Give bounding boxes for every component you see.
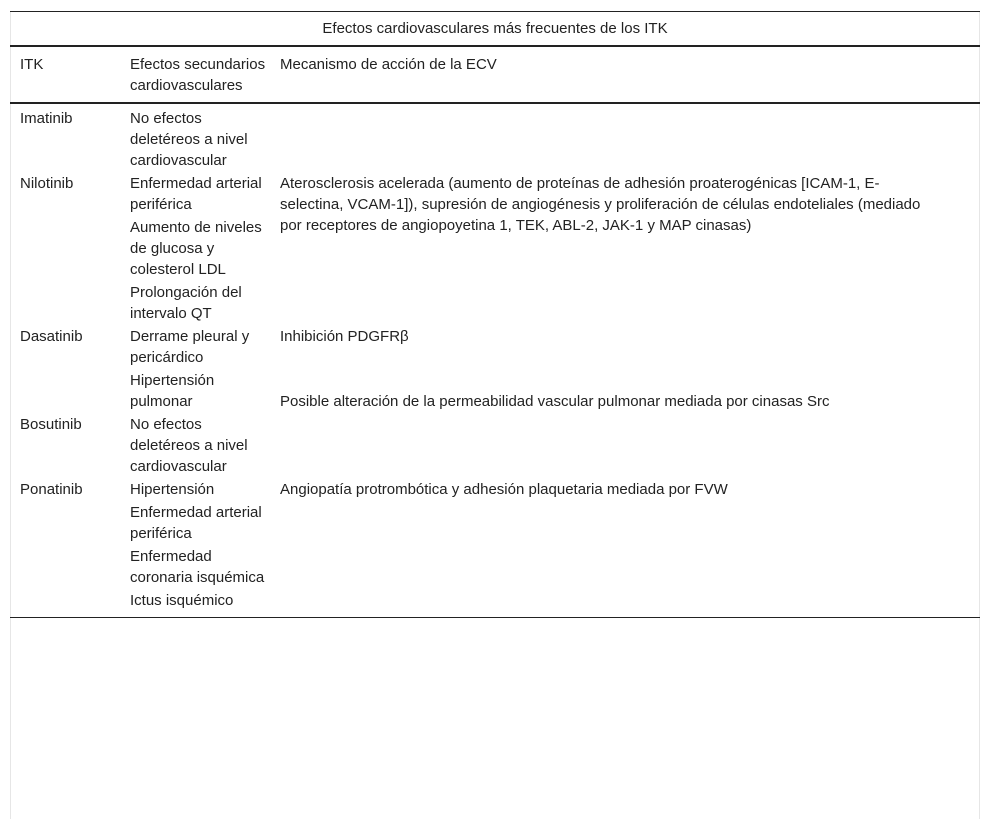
effect-item: Hipertensión xyxy=(130,481,215,498)
table-row xyxy=(10,171,980,324)
mechanism-cell: Aterosclerosis acelerada (aumento de proteínas de adhesión proaterogénicas [ICAM-1, E-selectina, VCAM-1]), supresión de angiogénesis y proliferación de células endoteliales (mediado por receptores de angiopoyetina 1, TEK, ABL-2, JAK-1 y MAP cinasas) xyxy=(280,175,921,234)
effects-cell xyxy=(120,103,269,171)
effects-cell xyxy=(120,412,269,477)
mechanism-cell xyxy=(269,324,980,412)
effect-item: Aumento de niveles de glucosa y colesterol LDL xyxy=(130,219,262,278)
drug-name: Dasatinib xyxy=(20,328,83,345)
effects-cell xyxy=(120,324,269,412)
table-row xyxy=(10,103,980,171)
header-effects: Efectos secundarios cardiovasculares xyxy=(120,46,269,103)
drug-name: Bosutinib xyxy=(20,416,82,433)
table-row xyxy=(10,324,980,412)
table-caption: Efectos cardiovasculares más frecuentes de los ITK xyxy=(10,12,980,47)
table-caption-row xyxy=(10,12,980,47)
header-mechanism: Mecanismo de acción de la ECV xyxy=(269,46,980,103)
mechanism-cell xyxy=(269,412,980,477)
effect-item: Enfermedad arterial periférica xyxy=(130,175,262,213)
effect-item: Enfermedad coronaria isquémica xyxy=(130,548,265,586)
drug-name: Imatinib xyxy=(20,110,73,127)
mechanism-cell: Angiopatía protrombótica y adhesión plaquetaria mediada por FVW xyxy=(269,477,980,618)
drug-name: Ponatinib xyxy=(10,477,120,618)
cardiovascular-effects-table xyxy=(10,11,980,618)
effect-item: Derrame pleural y pericárdico xyxy=(130,328,250,366)
mechanism-text: Inhibición PDGFRβ xyxy=(280,328,409,345)
effect-item: Ictus isquémico xyxy=(130,592,234,609)
header-itk: ITK xyxy=(10,46,120,103)
table-row xyxy=(10,477,980,618)
effects-cell xyxy=(120,477,269,618)
effect-item: No efectos deletéreos a nivel cardiovascular xyxy=(130,110,248,169)
table-row xyxy=(10,412,980,477)
drug-name: Nilotinib xyxy=(20,175,74,192)
table-header-row xyxy=(10,46,980,103)
mechanism-text: Posible alteración de la permeabilidad vascular pulmonar mediada por cinasas Src xyxy=(280,393,830,410)
effect-item: No efectos deletéreos a nivel cardiovascular xyxy=(130,416,248,475)
effect-item: Enfermedad arterial periférica xyxy=(130,504,262,542)
mechanism-cell xyxy=(269,103,980,171)
effect-item: Prolongación del intervalo QT xyxy=(130,284,242,322)
effect-item: Hipertensión pulmonar xyxy=(130,372,215,410)
effects-cell xyxy=(120,171,269,324)
